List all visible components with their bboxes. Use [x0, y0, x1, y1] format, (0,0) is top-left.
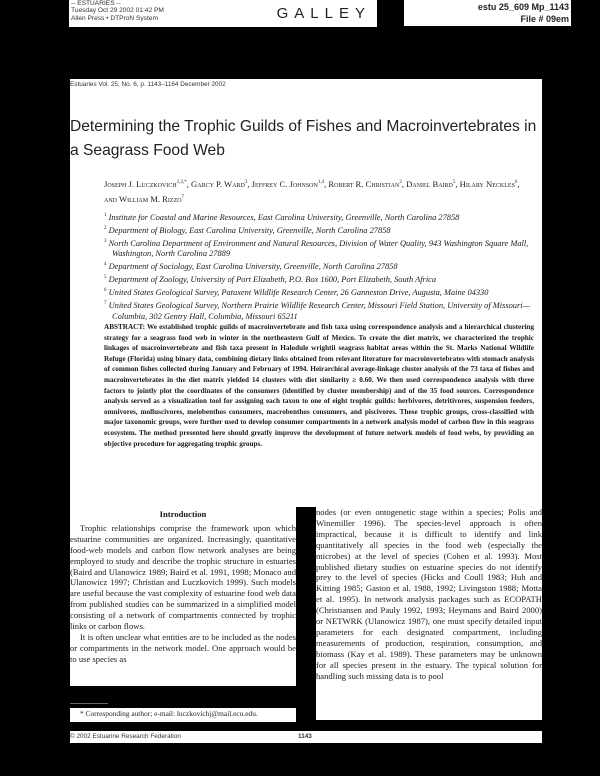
section-heading: Introduction [159, 509, 207, 519]
article-front-matter [70, 79, 542, 507]
abstract-text: We established trophic guilds of macroinvertebrate and fish taxa using correspondence analysis and a hierarchical clustering strategy for a seagrass food web in winter in the northeastern Gulf of Mexico. To create the diet matrix, we characterized the trophic linkages of macroinvertebrate and fish taxa present in Halodule wrightii seagrass habitat areas within the St. Marks National Wildlife Refuge (Florida) using binary data, combining dietary links obtained from relevant literature for macroinvertebrates with stomach analysis of common fishes collected during January and February of 1994. Heirarchical average-linkage cluster analysis of the 73 taxa of fishes and macroinvertebrates in the diet matrix yielded 14 clusters with diet similarity ≥ 0.60. We then used correspondence analysis with three factors to jointly plot the coordinates of the consumers (identified by cluster membership) and of the 35 food sources. Correspondence analysis served as a visualization tool for assigning each taxon to one of eight trophic guilds: herbivores, detritivores, suspension feeders, omnivores, molluscivores, meiobenthos consumers, macrobenthos consumers, and piscivores. These trophic groups, cross-classified with major taxonomic groups, were further used to develop consumer compartments in a network analysis model of carbon flow in this seagrass ecosystem. The method presented here should greatly improve the development of future network models of food webs, by providing an objective procedure for aggregating trophic groups. [104, 323, 535, 448]
affiliation-6: $^6$ United States Geological Survey, Patuxent Wildlife Research Center, 26 Ganneston Drive, Augusta, Maine 04330 [104, 287, 489, 297]
footnote-area [70, 708, 296, 722]
corresponding-author-footnote: * Corresponding author; e-mail: luczkovichj@mail.ecu.edu. [80, 709, 258, 718]
page-number: 1143 [298, 733, 312, 740]
author-sup: 5 [452, 180, 456, 185]
galley-meta [71, 0, 164, 22]
author-sup: 1,4 [317, 180, 325, 185]
galley-slug [478, 1, 569, 25]
author-sup: 1,2,* [176, 180, 187, 185]
citation-line: Estuaries Vol. 25, No. 6, p. 1143–1164 December 2002 [70, 81, 226, 88]
author: , Daniel Baird [401, 178, 453, 189]
author-sup: 3 [244, 180, 248, 185]
paragraph: nodes (or even ontogenetic stage within a species; Polis and Winemiller 1996). The species-level approach is often impractical, because it is difficult to identify and link quantitatively all species in the food web (especially the microbes) at the level of species (Cohen et al. 1993). Most published dietary studies on estuarine species do not identify prey to the level of species (Hicks and Coull 1983; Huh and Kitting 1985; Gaston et al. 1988, 1992; Livingston 1988; Motta et al. 1995). In network analysis packages such as ECOPATH (Christiansen and Pauly 1992, 1993; Heymans and Baird 2000) or NETWRK (Ulanowicz 1987), one must specify detailed input parameters for each designated compartment, including measurements of production, respiration, consumption, and biomass (Kay et al. 1989). These parameters may be unknown for all species present in the estuary. The typical solution for handling such missing data is to pool [316, 507, 542, 681]
affiliation-4: $^4$ Department of Sociology, East Carolina University, Greenville, North Carolina 27858 [104, 262, 398, 272]
paragraph: Trophic relationships comprise the framework upon which estuarine communities are organized. Increasingly, quantitative food-web models and carbon flow network analyses are being employed to study and describe the trophic structure in estuaries (Baird and Ulanowicz 1989; Baird et al. 1991, 1998; Monaco and Ulanowicz 1997; Christian and Luczkovich 1999). Such models are useful because the vast complexity of estuarine food web data from published studies can be summarized in a simplified model consisting of a network of compartments connected by trophic links or carbon flows. [70, 522, 296, 632]
author: , Robert R. Christian [324, 178, 400, 189]
paragraph: It is often unclear what entities are to be included as the nodes or compartments in the network model. One approach would be to use species as [70, 631, 296, 664]
affiliation-5: $^5$ Department of Zoology, University of Port Elizabeth, P.O. Box 1600, Port Elizabeth, South Africa [104, 274, 437, 284]
author-sup: 6 [514, 180, 518, 185]
abstract-label: ABSTRACT: [104, 323, 146, 331]
galley-publisher: Allen Press • DTProN System [71, 14, 158, 22]
affiliation-list [104, 210, 534, 322]
journal-marker: -- ESTUARIES -- [71, 0, 121, 7]
author-list [104, 176, 524, 206]
author-sup: 7 [181, 194, 185, 200]
body-column-left [70, 507, 296, 686]
author-sup: 2 [399, 180, 402, 185]
galley-header-right [404, 0, 571, 26]
author: , and William M. Rizzo [104, 178, 520, 204]
galley-header-left [69, 0, 377, 27]
author: , Hilary Neckles [455, 178, 515, 189]
article-title: Determining the Trophic Guilds of Fishes and Macroinvertebrates in a Seagrass Food Web [70, 118, 537, 159]
affiliation-2: $^2$ Department of Biology, East Carolina University, Greenville, North Carolina 27858 [104, 225, 391, 235]
affiliation-3: $^3$ North Carolina Department of Environment and Natural Resources, Division of Water Quality, 943 Washington Square Mall, Washington, North Carolina 27889 [104, 238, 529, 259]
footnote-rule [70, 703, 108, 704]
galley-stamp: GALLEY [276, 5, 371, 22]
abstract [104, 322, 534, 449]
body-column-right [316, 507, 542, 720]
author: , Jeffrey C. Johnson [247, 178, 318, 189]
affiliation-1: $^1$ Institute for Coastal and Marine Resources, East Carolina University, Greenville, North Carolina 27858 [104, 212, 460, 222]
affiliation-7: $^7$ United States Geological Survey, Northern Prairie Wildlife Research Center, Missouri Field Station, University of Missouri—Columbia, 302 Gentry Hall, Columbia, Missouri 65211 [104, 300, 531, 321]
slug-id: estu 25_609 Mp_1143 [477, 2, 569, 12]
author: Joseph J. Luczkovich [104, 178, 177, 189]
galley-timestamp: Tuesday Oct 29 2002 01:42 PM [71, 7, 164, 15]
column-gutter [296, 507, 316, 727]
file-id: File # 09em [520, 14, 569, 24]
page-footer [70, 731, 542, 743]
author: , Garcy P. Ward [186, 178, 245, 189]
copyright-notice: © 2002 Estuarine Research Federation [70, 733, 181, 740]
